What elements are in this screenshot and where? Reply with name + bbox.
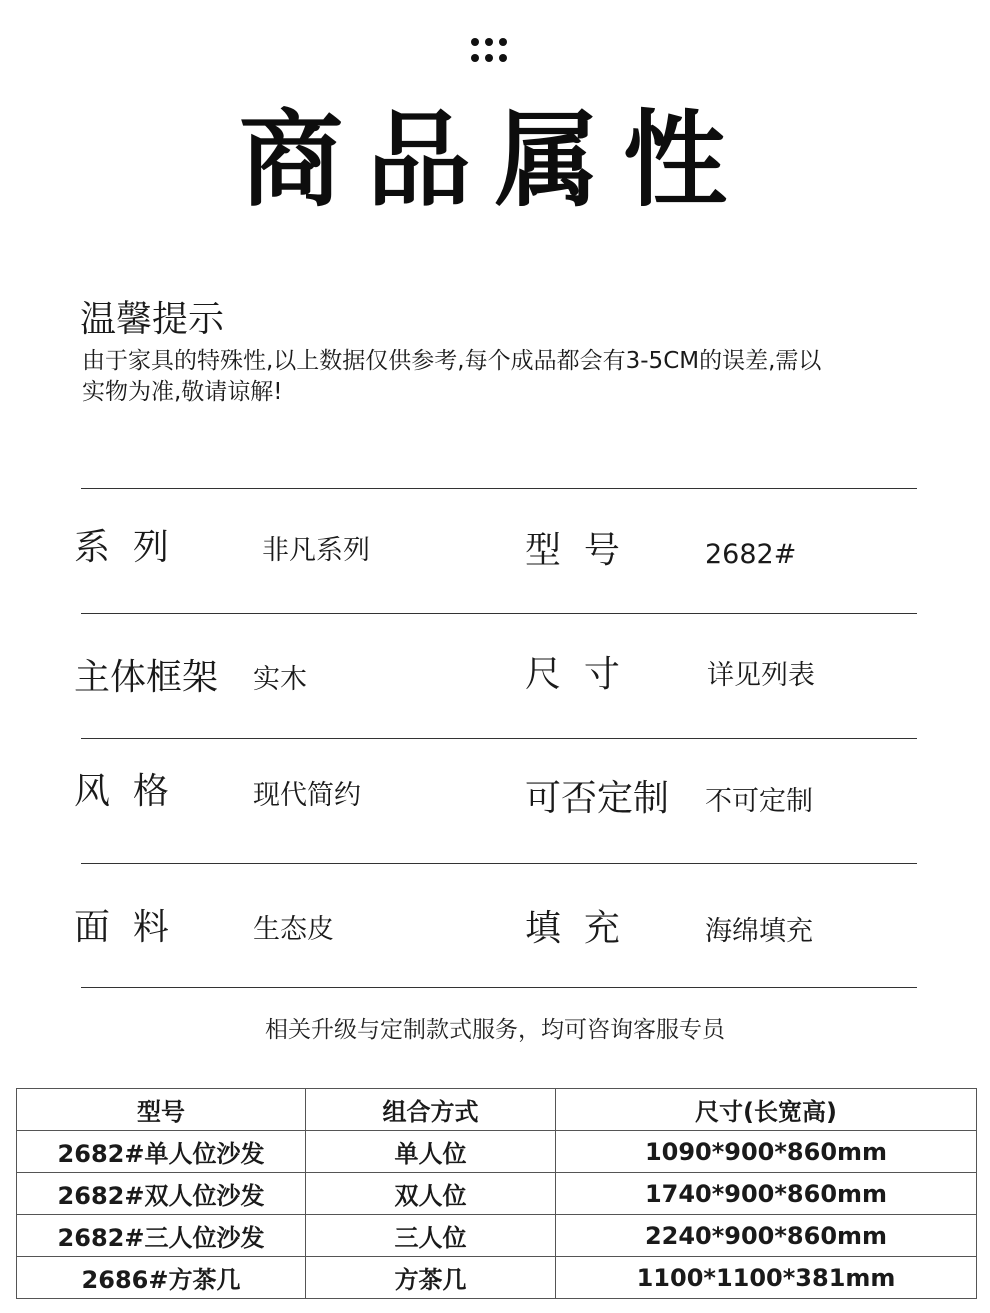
cell-combination: 方茶几 [306,1257,556,1299]
column-header-dimensions: 尺寸(长宽高) [556,1089,977,1131]
table-header-row [17,1089,977,1131]
column-header-model: 型号 [17,1089,306,1131]
divider [81,488,917,489]
tip-text [82,346,922,408]
attr-label-size: 尺 寸 [525,654,620,695]
attr-value-model: 2682# [705,539,797,570]
cell-model: 2682#三人位沙发 [17,1215,306,1257]
divider [81,987,917,988]
attr-value-custom: 不可定制 [705,786,813,817]
cell-combination: 三人位 [306,1215,556,1257]
divider [81,613,917,614]
cell-dimensions: 1100*1100*381mm [556,1257,977,1299]
attr-value-series: 非凡系列 [262,535,370,566]
cell-model: 2682#单人位沙发 [17,1131,306,1173]
cell-model: 2686#方茶几 [17,1257,306,1299]
cell-combination: 单人位 [306,1131,556,1173]
column-header-combination: 组合方式 [306,1089,556,1131]
tip-line-1: 由于家具的特殊性,以上数据仅供参考,每个成品都会有3-5CM的误差,需以 [82,348,822,374]
attr-label-custom: 可否定制 [525,778,670,819]
table-row [17,1215,977,1257]
table-row [17,1131,977,1173]
attr-label-frame: 主体框架 [74,657,219,698]
attr-label-style: 风 格 [74,771,169,812]
attr-label-filling: 填 充 [525,908,620,949]
attr-value-style: 现代简约 [253,780,361,811]
attr-label-model: 型 号 [525,530,620,571]
attr-value-filling: 海绵填充 [705,916,813,947]
menu-dots-icon [471,38,507,64]
tip-line-2: 实物为准,敬请谅解! [82,379,283,405]
attr-label-fabric: 面 料 [74,907,169,948]
cell-dimensions: 2240*900*860mm [556,1215,977,1257]
cell-dimensions: 1090*900*860mm [556,1131,977,1173]
divider [81,738,917,739]
size-table [16,1088,977,1299]
attr-label-series: 系 列 [74,527,169,568]
cell-dimensions: 1740*900*860mm [556,1173,977,1215]
table-row [17,1173,977,1215]
attr-value-frame: 实木 [253,664,307,695]
cell-combination: 双人位 [306,1173,556,1215]
service-note: 相关升级与定制款式服务，均可咨询客服专员 [265,1017,725,1043]
cell-model: 2682#双人位沙发 [17,1173,306,1215]
divider [81,863,917,864]
page-title: 商品属性 [238,99,751,221]
attr-value-size: 详见列表 [707,660,815,691]
table-row [17,1257,977,1299]
attr-value-fabric: 生态皮 [253,914,334,945]
tip-heading: 温馨提示 [80,299,225,340]
